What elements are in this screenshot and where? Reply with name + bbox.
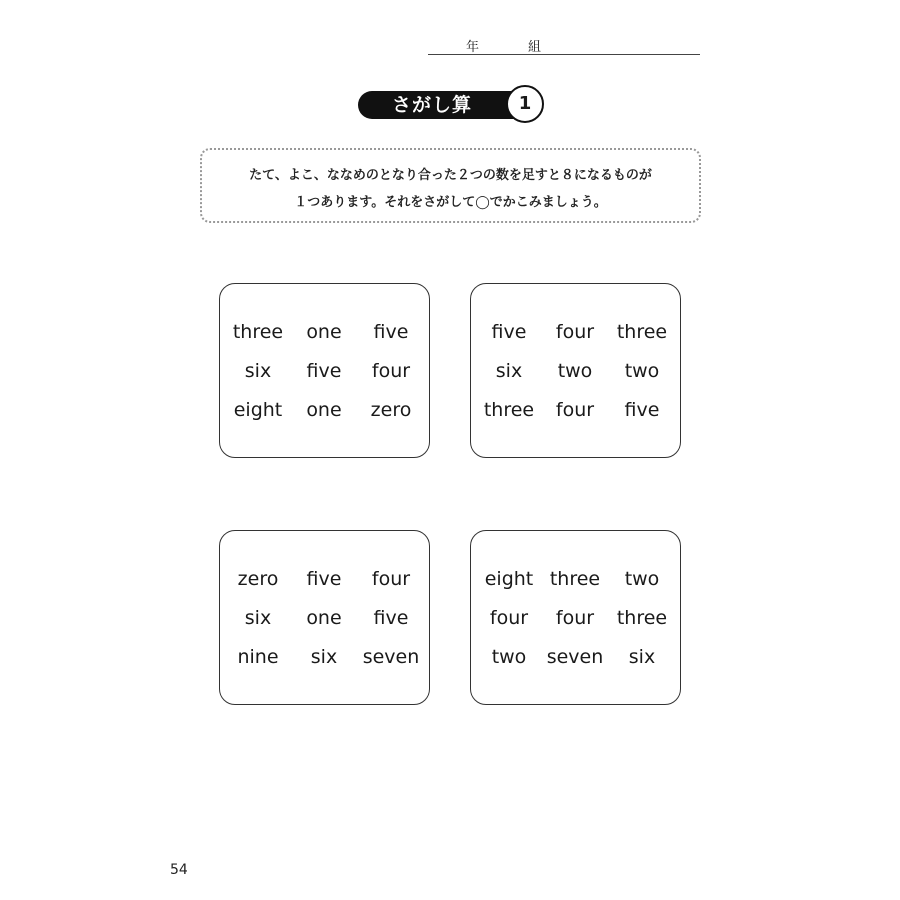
grid-cell[interactable]: three <box>616 321 668 343</box>
instructions-line-1: たて、よこ、ななめのとなり合った２つの数を足すと８になるものが <box>249 168 652 183</box>
grid-cell[interactable]: one <box>306 399 342 421</box>
grid-cell[interactable]: four <box>371 360 411 382</box>
page-title: さがし算 <box>392 94 473 116</box>
grid-cell[interactable]: four <box>555 399 595 421</box>
grid-cell[interactable]: five <box>306 360 342 382</box>
grid-cell[interactable]: seven <box>362 646 420 668</box>
grid-cell[interactable]: six <box>310 646 338 668</box>
grid-cell[interactable]: zero <box>237 568 279 590</box>
grid-cell[interactable]: six <box>244 607 272 629</box>
grid-cell[interactable]: seven <box>546 646 604 668</box>
page-number: 54 <box>170 862 188 878</box>
grid-cell[interactable]: two <box>624 568 660 590</box>
grid-cell[interactable]: four <box>489 607 529 629</box>
puzzle-grid-4 <box>470 530 681 705</box>
puzzle-grid-1 <box>219 283 430 458</box>
instructions-box <box>200 148 701 223</box>
grid-cell[interactable]: eight <box>484 568 534 590</box>
grid-cell[interactable]: three <box>616 607 668 629</box>
title-number-badge: 1 <box>506 85 544 123</box>
instructions-line-2: １つあります。それをさがして◯でかこみましょう。 <box>294 195 607 210</box>
grid-cell[interactable]: five <box>373 321 409 343</box>
grid-cell[interactable]: two <box>557 360 593 382</box>
year-label: 年 <box>466 40 480 55</box>
class-label: 組 <box>528 40 542 55</box>
grid-cell[interactable]: five <box>491 321 527 343</box>
grid-cell[interactable]: one <box>306 607 342 629</box>
puzzle-grid-2 <box>470 283 681 458</box>
grid-cell[interactable]: nine <box>237 646 279 668</box>
puzzle-grid-3 <box>219 530 430 705</box>
grid-cell[interactable]: zero <box>370 399 412 421</box>
grid-cell[interactable]: five <box>306 568 342 590</box>
grid-cell[interactable]: two <box>624 360 660 382</box>
grid-cell[interactable]: five <box>624 399 660 421</box>
grid-cell[interactable]: three <box>549 568 601 590</box>
name-header-line <box>428 36 700 55</box>
grid-cell[interactable]: six <box>628 646 656 668</box>
grid-cell[interactable]: six <box>244 360 272 382</box>
grid-cell[interactable]: four <box>555 607 595 629</box>
grid-cell[interactable]: two <box>491 646 527 668</box>
grid-cell[interactable]: eight <box>233 399 283 421</box>
grid-cell[interactable]: three <box>483 399 535 421</box>
grid-cell[interactable]: three <box>232 321 284 343</box>
grid-cell[interactable]: four <box>371 568 411 590</box>
grid-cell[interactable]: six <box>495 360 523 382</box>
grid-cell[interactable]: one <box>306 321 342 343</box>
grid-cell[interactable]: four <box>555 321 595 343</box>
grid-cell[interactable]: five <box>373 607 409 629</box>
